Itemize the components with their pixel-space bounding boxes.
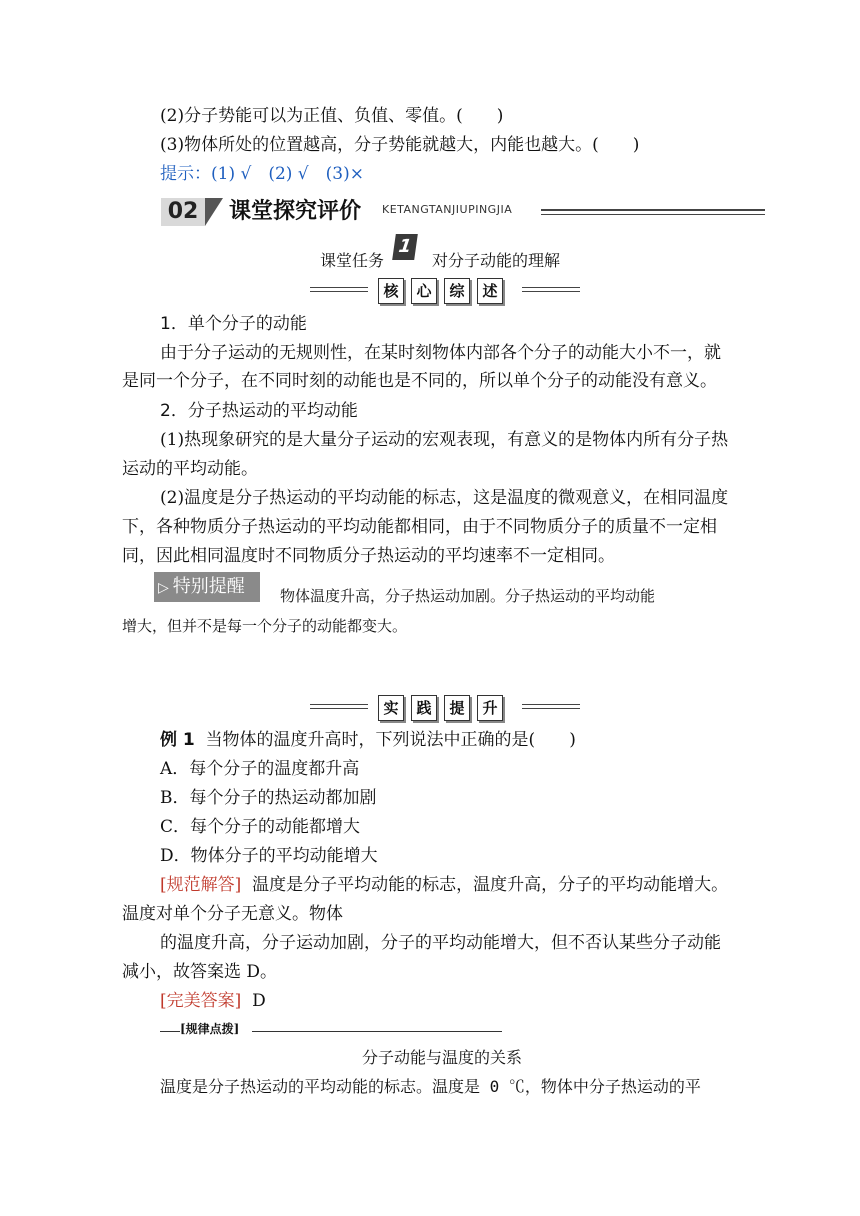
summary-paragraph: 同，因此相同温度时不同物质分子热运动的平均速率不一定相同。 (122, 546, 615, 566)
header-dash-left (310, 287, 368, 295)
task-title: 对分子动能的理解 (432, 251, 561, 270)
section-title: 课堂探究评价 (229, 199, 362, 224)
solution-text: 温度是分子平均动能的标志，温度升高，分子的平均动能增大。 (252, 875, 729, 895)
summary-paragraph: 由于分子运动的无规则性，在某时刻物体内部各个分子的动能大小不一，就 (160, 343, 721, 363)
summary-paragraph: 运动的平均动能。 (122, 459, 258, 479)
solution-label: [规范解答] (160, 875, 242, 895)
play-arrow-icon: ▷ (158, 580, 169, 596)
answer-label: [完美答案] (160, 991, 242, 1011)
section-pinyin: KETANGTANJIUPINGJIA (382, 203, 513, 216)
answer-line (160, 989, 266, 1013)
hint-answer: (1) √ (2) √ (3)× (211, 164, 364, 184)
law-header (160, 1018, 502, 1038)
law-text: 温度是分子热运动的平均动能的标志。温度是 0 ℃，物体中分子热运动的平 (160, 1077, 701, 1096)
solution-text: 温度对单个分子无意义。物体 (122, 904, 343, 924)
summary-paragraph: 是同一个分子，在不同时刻的动能也是不同的，所以单个分子的动能没有意义。 (122, 371, 717, 391)
tip-text: 增大，但并不是每一个分子的动能都变大。 (122, 617, 408, 635)
banner-rule-thin (541, 214, 765, 215)
section-number: 02 (161, 198, 205, 226)
header-char: 实 (378, 695, 404, 721)
tip-tag-label: 特别提醒 (172, 576, 245, 597)
banner-rule (541, 209, 765, 211)
option-d: D．物体分子的平均动能增大 (160, 846, 378, 866)
tip-tag (154, 572, 260, 602)
summary-header (310, 278, 580, 304)
header-char: 核 (378, 278, 404, 304)
banner-slant (205, 198, 223, 226)
header-char: 心 (411, 278, 437, 304)
hint-label: 提示： (160, 164, 211, 184)
header-dash-right (522, 287, 580, 295)
example-text: 当物体的温度升高时，下列说法中正确的是( ) (205, 730, 576, 750)
answer-value: D (252, 991, 266, 1011)
solution-text: 的温度升高，分子运动加剧，分子的平均动能增大，但不否认某些分子动能 (160, 933, 721, 953)
statement-2: (2)分子势能可以为正值、负值、零值。( ) (160, 106, 504, 126)
law-rule-right (252, 1031, 502, 1032)
example-label: 例 1 (160, 730, 195, 750)
task-number: 1 (392, 234, 418, 260)
header-char: 践 (411, 695, 437, 721)
practice-header (310, 695, 580, 721)
law-label: [规律点拨] (180, 1022, 240, 1036)
law-title: 分子动能与温度的关系 (362, 1048, 523, 1067)
summary-paragraph: (2)温度是分子热运动的平均动能的标志，这是温度的微观意义，在相同温度 (160, 488, 729, 508)
header-char: 提 (444, 695, 470, 721)
tip-text: 物体温度升高，分子热运动加剧。分子热运动的平均动能 (280, 587, 656, 605)
example-question (160, 728, 576, 752)
summary-paragraph: 下，各种物质分子热运动的平均动能都相同，由于不同物质分子的质量不一定相 (122, 517, 717, 537)
section-banner (161, 196, 765, 228)
summary-heading-1: 1．单个分子的动能 (160, 314, 307, 334)
header-dash-left (310, 704, 368, 712)
option-a: A．每个分子的温度都升高 (160, 759, 360, 779)
statement-3: (3)物体所处的位置越高，分子势能就越大，内能也越大。( ) (160, 135, 640, 155)
summary-paragraph: (1)热现象研究的是大量分子运动的宏观表现，有意义的是物体内所有分子热 (160, 430, 729, 450)
header-char: 综 (444, 278, 470, 304)
header-dash-right (522, 704, 580, 712)
solution-line (160, 873, 728, 897)
law-rule-left (160, 1031, 180, 1032)
task-label: 课堂任务 (320, 251, 385, 270)
hint (160, 162, 364, 186)
header-char: 升 (477, 695, 503, 721)
option-b: B．每个分子的热运动都加剧 (160, 788, 377, 808)
header-char: 述 (477, 278, 503, 304)
option-c: C．每个分子的动能都增大 (160, 817, 361, 837)
solution-text: 减小，故答案选 D。 (122, 962, 278, 982)
summary-heading-2: 2．分子热运动的平均动能 (160, 401, 358, 421)
